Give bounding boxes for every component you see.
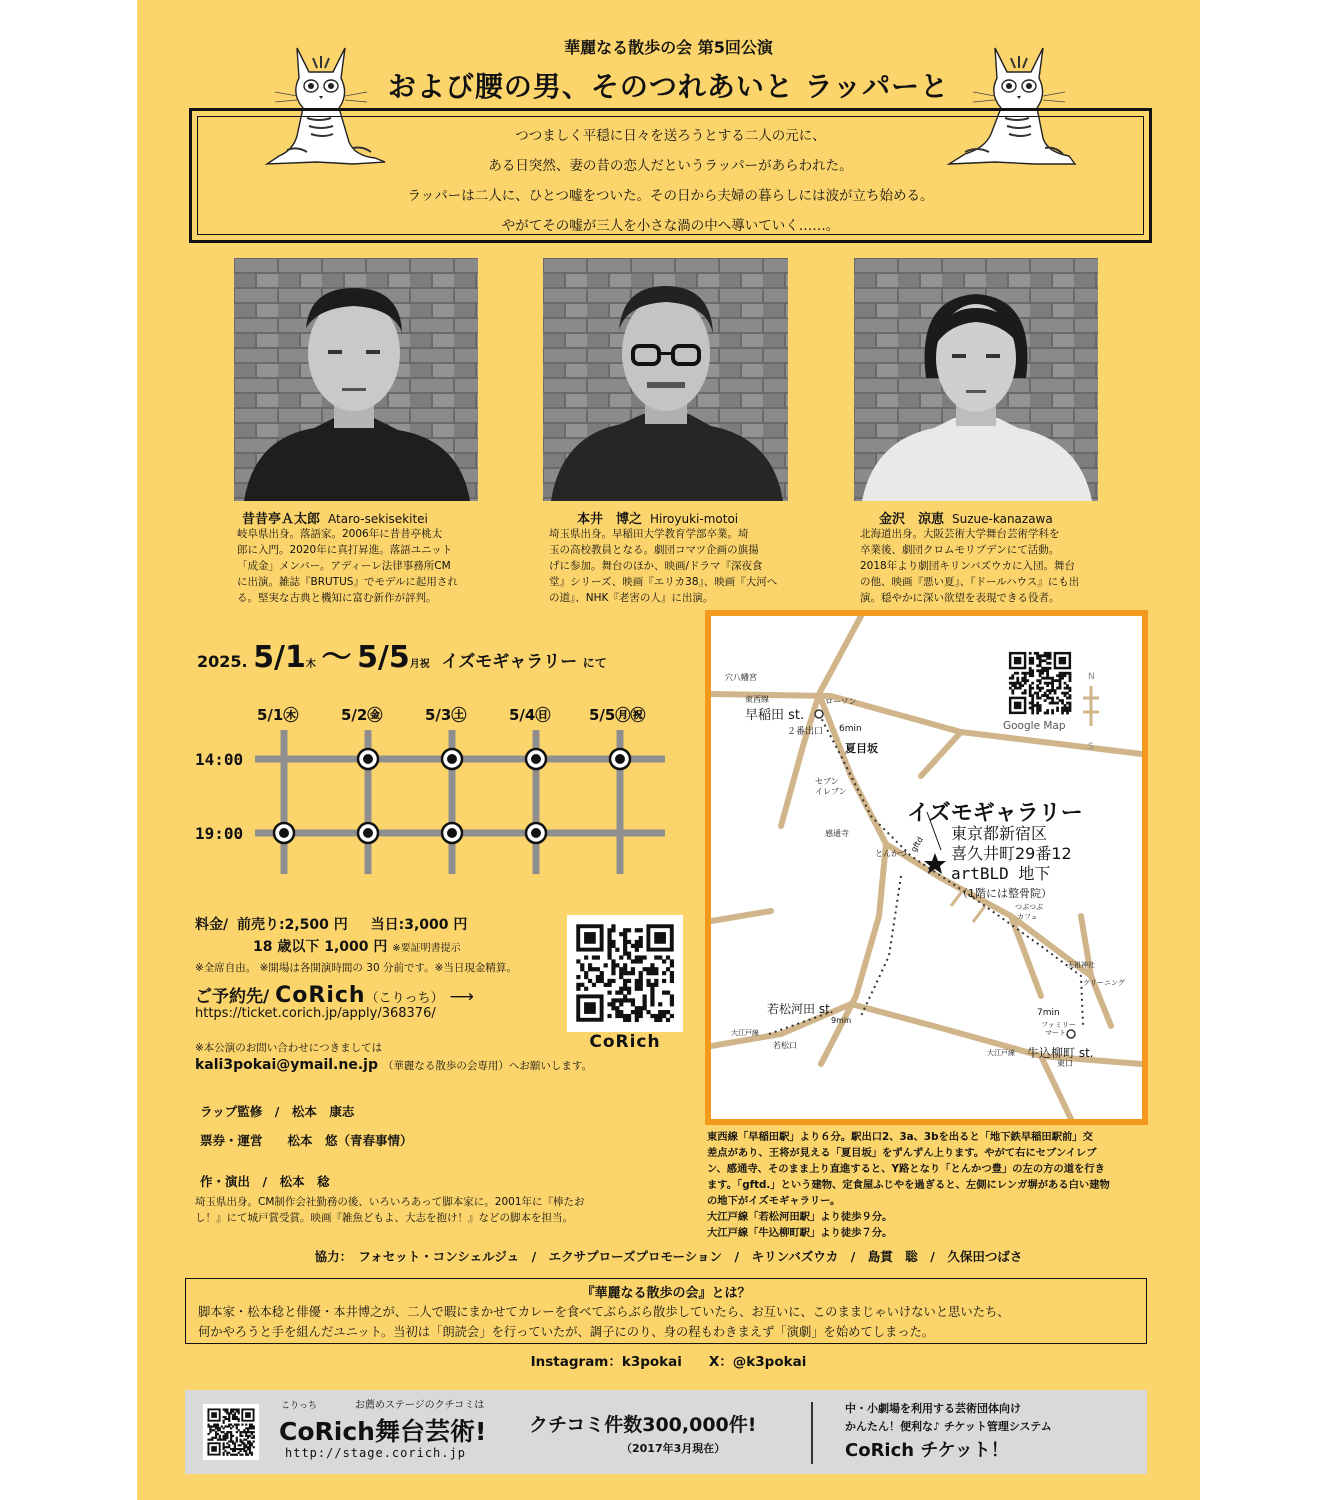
map-label-waseda-station: 早稲田 st. [745, 708, 805, 723]
address-line: 喜久井町29番12 [951, 844, 1072, 863]
schedule-day: 5/2㊎ [341, 706, 383, 724]
access-line: 差点があり、王将が見える「夏目坂」をずんずん上ります。やがて右にセブンイレブ [707, 1147, 1097, 1159]
map-label: 感通寺 [825, 829, 849, 838]
cooperation-credits: 協力： フォセット・コンシェルジュ / エクサプローズプロモーション / キリンバズウカ / 島貫 聡 / 久保田つばさ [314, 1249, 1023, 1264]
performance-marker-dot [279, 828, 289, 838]
schedule-time: 19:00 [195, 824, 244, 843]
bio-line: 堂』シリーズ、映画『エリカ38』、映画『大河へ [549, 576, 778, 588]
access-line: ます。「gftd.」という建物、定食屋ふじやを過ぎると、左側にレンガ塀がある白い建物 [707, 1179, 1110, 1191]
google-map-label: Google Map [1003, 720, 1066, 732]
access-line: 大江戸線「若松河田駅」より徒歩９分。 [707, 1211, 893, 1223]
contact-sub: （華麗なる散歩の会専用）へお願いします。 [382, 1060, 593, 1072]
price-advance: 前売り:2,500 円 [237, 917, 348, 933]
price-label: 料金/ [195, 917, 229, 933]
bio-line: 岐阜県出身。落語家。2006年に昔昔亭桃太 [237, 528, 443, 540]
google-map-qr-code[interactable] [1003, 646, 1077, 720]
about-line: 脚本家・松本稔と俳優・本井博之が、二人で暇にまかせてカレーを食べてぶらぶら散歩していたら、お互いに、このままじゃいけないと思いたち、 [198, 1305, 1010, 1319]
cast-name-roman: Hiroyuki-motoi [650, 512, 739, 526]
banner-ticket-logo: CoRich チケット！ [845, 1440, 1009, 1461]
schedule-day: 5/3㊏ [425, 706, 467, 724]
bio-line: 玉の高校教員となる。劇団コマツ企画の旗揚 [549, 544, 759, 556]
address-line: 東京都新宿区 [951, 824, 1048, 843]
banner-tagline: お薦めステージのクチコミは [355, 1400, 485, 1411]
compass-north: N [1088, 672, 1095, 682]
show-schedule [195, 694, 675, 879]
reservation-line [195, 982, 474, 1008]
map-label: gftd [909, 835, 925, 854]
schedule-time: 14:00 [195, 750, 244, 769]
synopsis-line: ラッパーは二人に、ひとつ嘘をついた。その日から夫婦の暮らしには波が立ち始める。 [407, 188, 934, 204]
map-label: クリーニング [1083, 979, 1125, 987]
map-label: 9min [831, 1016, 852, 1025]
banner-ticket-line: かんたん！便利な♪ チケット管理システム [845, 1420, 1052, 1433]
credit-writer-director: 作・演出 / 松本 稔 [200, 1174, 330, 1189]
map-label-ushigomeyanagicho-station: 牛込柳町 st. [1027, 1046, 1094, 1060]
map-label: ローソン [825, 697, 857, 706]
cast-name-kanazawa [879, 508, 1053, 527]
map-label: イレブン [815, 787, 847, 796]
bio-line: 2018年より劇団キリンバズウカに入団。舞台 [860, 560, 1075, 572]
bio-line: 「成金」メンバー。アディーレ法律事務所CM [237, 560, 451, 572]
corich-qr-code[interactable] [567, 915, 683, 1032]
bio-line: し！』にて城戸賞受賞。映画『雑魚どもよ、大志を抱け！』などの脚本を担当。 [195, 1212, 573, 1224]
cast-bio-motoi [549, 526, 799, 606]
access-line: 東西線「早稲田駅」より６分。 [707, 1131, 852, 1143]
bio-line: 北海道出身。大阪芸術大学舞台芸術学科を [860, 528, 1060, 540]
reservation-brand-kana: （こりっち） [365, 991, 444, 1006]
bio-line: 卒業後、劇団クロムモリブデンにて活動。 [860, 544, 1060, 556]
address-line: artBLD 地下 [951, 864, 1051, 883]
map-label: 大江戸線 [987, 1049, 1015, 1057]
cast-name-jp: 金沢 涼恵 [879, 512, 945, 527]
banner-brand-kana: こりっち [281, 1401, 318, 1411]
corich-qr-label: CoRich [589, 1032, 661, 1052]
access-line: の地下がイズモギャラリー。 [707, 1195, 841, 1207]
bio-line: る。堅実な古典と機知に富む新作が評判。 [237, 592, 437, 604]
banner-brand-logo: CoRich舞台芸術! [279, 1417, 487, 1446]
map-label: 東口 [1057, 1059, 1073, 1068]
performance-marker-dot [447, 754, 457, 764]
schedule-day: 5/5㊊㊗ [589, 706, 646, 724]
banner-url-link[interactable]: http://stage.corich.jp [285, 1446, 466, 1460]
performance-marker-dot [363, 754, 373, 764]
venue-suffix: にて [582, 656, 607, 670]
bio-line: 埼玉県出身。早稲田大学教育学部卒業。埼 [549, 528, 749, 540]
bio-line: の道』、NHK『老害の人』に出演。 [549, 592, 714, 604]
schedule-day: 5/1㊍ [257, 706, 299, 724]
map-venue-name: イズモギャラリー [907, 801, 1083, 826]
bio-line: 演。穏やかに深い欲望を表現できる役者。 [860, 592, 1060, 604]
performance-marker-dot [615, 754, 625, 764]
credit-rap-supervisor: ラップ監修 / 松本 康志 [200, 1104, 355, 1119]
contact-line [195, 1057, 592, 1073]
date-end: 5/5 [357, 640, 410, 675]
price-youth-note: ※要証明書提示 [392, 943, 461, 954]
flyer-poster [137, 0, 1200, 1500]
performance-dates [197, 632, 607, 676]
bio-line: 郎に入門。2020年に真打昇進。落語ユニット [237, 544, 453, 556]
arrow-right-icon: ⟶ [449, 987, 474, 1007]
cast-name-motoi [577, 508, 738, 527]
play-title: および腰の男、そのつれあいと ラッパーと [387, 70, 950, 103]
map-label: 7min [1037, 1008, 1060, 1018]
map-label: 東西線 [745, 695, 769, 704]
date-start-weekday: 木 [305, 659, 316, 670]
map-label: マート [1045, 1029, 1066, 1037]
banner-divider [811, 1402, 813, 1464]
map-label: カフェ [1017, 913, 1038, 921]
company-performance-subtitle: 華麗なる散歩の会 第5回公演 [564, 38, 773, 57]
bio-line: 埼玉県出身。CM制作会社勤務の後、いろいろあって脚本家に。2001年に『棒たお [195, 1196, 585, 1208]
access-line: 駅出口2、3a、3bを出ると「地下鉄早稲田駅前」交 [851, 1131, 1093, 1143]
map-label-wakamatsukawada-station: 若松河田 st. [767, 1002, 834, 1016]
qr-code-icon [567, 915, 683, 1032]
map-label: ファミリー [1041, 1021, 1076, 1029]
cast-photo-motoi [543, 258, 788, 501]
map-label: 6min [839, 724, 862, 734]
performance-marker-dot [363, 828, 373, 838]
reservation-label: ご予約先/ [195, 987, 270, 1007]
about-company-box [185, 1278, 1147, 1344]
synopsis-line: やがてその嘘が三人を小さな渦の中へ導いていく……。 [501, 218, 840, 234]
map-label: 若松口 [773, 1041, 797, 1050]
cast-photo-kanazawa [854, 258, 1098, 501]
date-year: 2025. [197, 652, 248, 671]
contact-email-link[interactable]: kali3pokai@ymail.ne.jp [195, 1057, 378, 1073]
map-address [951, 824, 1072, 904]
performance-marker-dot [447, 828, 457, 838]
contact-note: ※本公演のお問い合わせにつきましては [195, 1042, 383, 1054]
cast-name-roman: Suzue-kanazawa [952, 512, 1053, 526]
map-label: とんかつ [875, 849, 907, 858]
writer-director-bio [195, 1194, 715, 1226]
price-block [195, 914, 467, 960]
venue-map [705, 610, 1148, 1125]
access-line: ン、感通寺、そのまま上り直進すると、Y路となり「とんかつ豊」の左の方の道を行き [707, 1163, 1105, 1175]
price-door: 当日:3,000 円 [370, 917, 468, 933]
schedule-day: 5/4㊐ [509, 706, 551, 724]
date-start: 5/1 [253, 640, 306, 675]
about-title: 『華麗なる散歩の会』とは？ [581, 1286, 751, 1301]
map-label: 大江戸線 [731, 1029, 759, 1037]
banner-as-of: （2017年3月現在） [621, 1442, 726, 1455]
price-notes: ※全席自由。 ※開場は各開演時間の 30 分前です。※当日現金精算。 [195, 962, 517, 974]
reservation-brand: CoRich [275, 983, 366, 1008]
venue-name: イズモギャラリー [441, 652, 578, 672]
cast-name-jp: 昔昔亭Ａ太郎 [242, 512, 321, 527]
cast-photo-ataro [234, 258, 478, 501]
access-directions [707, 1129, 1187, 1241]
map-label: 夏目坂 [845, 742, 878, 755]
map-label: 天祖神社 [1067, 961, 1095, 969]
credit-ticketing: 票券・運営 松本 悠（青春事情） [200, 1133, 413, 1148]
bio-line: に出演。雑誌『BRUTUS』でモデルに起用され [237, 576, 458, 588]
date-end-weekday: 月祝 [409, 659, 430, 670]
performance-marker-dot [531, 828, 541, 838]
reservation-url-link[interactable]: https://ticket.corich.jp/apply/368376/ [195, 1006, 436, 1021]
corich-banner[interactable] [185, 1390, 1147, 1474]
banner-qr-frame [203, 1404, 259, 1460]
sns-accounts: Instagram：k3pokai X：@k3pokai [530, 1354, 807, 1370]
compass-south: S [1088, 742, 1094, 752]
about-line: 何かやろうと手を組んだユニット。当初は「朗読会」を行っていたが、調子にのり、身の程もわきまえず「演劇」を始めてしまった。 [198, 1325, 935, 1339]
performance-marker-dot [531, 754, 541, 764]
date-range-tilde: ～ [321, 640, 352, 675]
banner-ticket-line: 中・小劇場を利用する芸術団体向け [845, 1402, 1021, 1415]
synopsis-line: ある日突然、妻の昔の恋人だというラッパーがあらわれた。 [488, 158, 853, 174]
synopsis-line: つつましく平穏に日々を送ろうとする二人の元に、 [515, 128, 826, 144]
cast-bio-kanazawa [860, 526, 1110, 606]
cast-name-ataro [242, 508, 428, 527]
qr-code-icon [203, 1404, 259, 1460]
banner-review-count: クチコミ件数300,000件! [529, 1414, 757, 1436]
access-line: 大江戸線「牛込柳町駅」より徒歩７分。 [707, 1227, 893, 1239]
cast-name-roman: Ataro-sekisekitei [328, 512, 428, 526]
bio-line: げに参加。舞台のほか、映画/ドラマ『深夜食 [549, 560, 763, 572]
map-label: ２番出口 [787, 727, 824, 737]
schedule-grid [195, 694, 675, 879]
address-line: （1階には整骨院） [957, 887, 1052, 900]
synopsis-box [189, 108, 1152, 243]
bio-line: の他、映画『悪い夏』、『ドールハウス』にも出 [860, 576, 1080, 588]
map-label: セブン [815, 777, 839, 786]
price-youth: 18 歳以下 1,000 円 [253, 939, 388, 955]
cast-bio-ataro [237, 526, 487, 606]
map-label: つぶつぶ [1015, 903, 1043, 911]
cast-name-jp: 本井 博之 [577, 512, 643, 527]
map-label: 穴八幡宮 [725, 673, 757, 682]
